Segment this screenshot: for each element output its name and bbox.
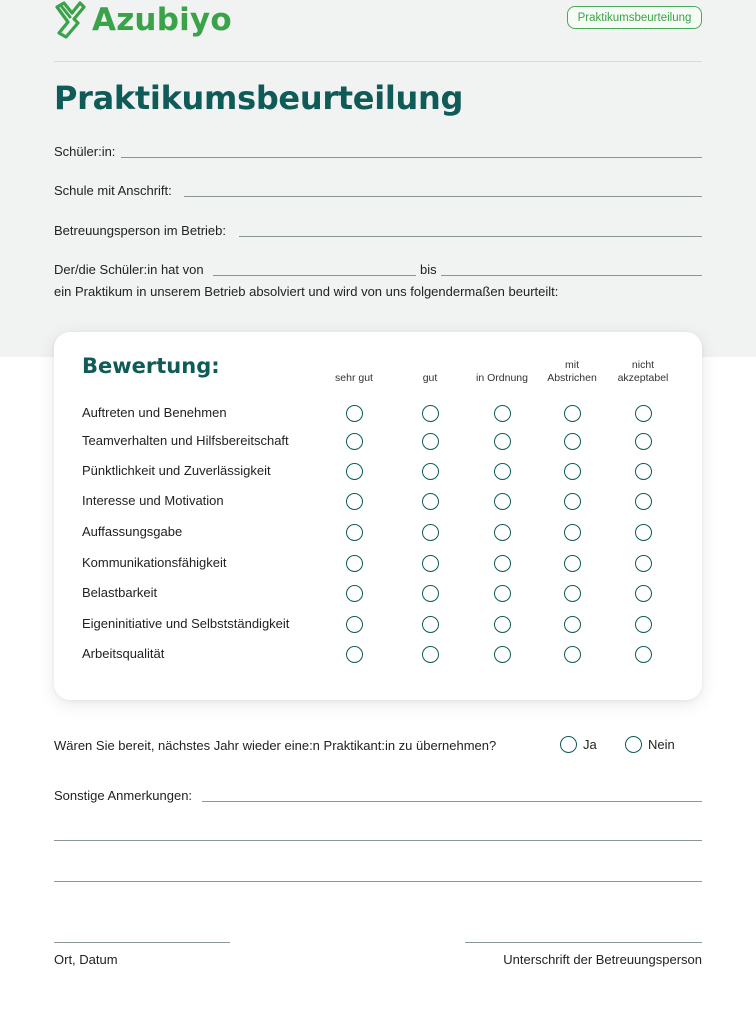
rating-radio[interactable] [635,493,652,510]
criterion-label: Kommunikationsfähigkeit [82,555,227,570]
remarks-line-3[interactable] [54,881,702,882]
rating-radio[interactable] [494,493,511,510]
supervisor-label: Betreuungsperson im Betrieb: [54,223,226,238]
yes-label: Ja [583,737,597,752]
rating-radio[interactable] [564,433,581,450]
rating-radio[interactable] [422,646,439,663]
rating-radio[interactable] [422,555,439,572]
option-yes[interactable] [560,736,597,753]
column-header-line-1 [390,359,470,372]
rating-column-header [462,359,542,385]
rating-radio[interactable] [564,555,581,572]
column-header-line-2: sehr gut [335,372,373,384]
period-sentence: ein Praktikum in unserem Betrieb absolviert und wird von uns folgendermaßen beurteilt: [54,284,559,299]
rating-radio[interactable] [635,433,652,450]
column-header-line-1 [314,359,394,372]
criterion-label: Arbeitsqualität [82,646,165,661]
rating-radio[interactable] [494,524,511,541]
no-label: Nein [648,737,675,752]
remarks-line-1[interactable] [202,801,702,802]
rating-radio[interactable] [564,646,581,663]
no-radio[interactable] [625,736,642,753]
criterion-label: Auftreten und Benehmen [82,405,227,420]
rating-radio[interactable] [494,585,511,602]
criterion-label: Pünktlichkeit und Zuverlässigkeit [82,463,271,478]
rating-radio[interactable] [346,555,363,572]
rating-title: Bewertung: [82,354,220,378]
header-background [0,0,756,357]
brand-logo [54,0,232,40]
period-from-field[interactable] [213,275,416,276]
criterion-label: Eigeninitiative und Selbstständigkeit [82,616,290,631]
period-from-label: Der/die Schüler:in hat von [54,262,204,277]
remarks-line-2[interactable] [54,840,702,841]
rating-radio[interactable] [494,433,511,450]
column-header-line-2: akzeptabel [617,372,669,384]
supervisor-field[interactable] [239,236,702,237]
column-header-line-1: mit [565,359,579,371]
document-tag: Praktikumsbeurteilung [567,6,702,29]
page-title: Praktikumsbeurteilung [54,79,464,117]
school-label: Schule mit Anschrift: [54,183,172,198]
rating-radio[interactable] [564,585,581,602]
rating-column-header [390,359,470,385]
rating-card [54,332,702,700]
rating-radio[interactable] [564,524,581,541]
rating-radio[interactable] [422,524,439,541]
rating-radio[interactable] [635,585,652,602]
rating-radio[interactable] [422,433,439,450]
rating-radio[interactable] [346,524,363,541]
rating-radio[interactable] [564,493,581,510]
column-header-line-2: gut [422,372,438,384]
school-field[interactable] [184,196,702,197]
rating-radio[interactable] [635,524,652,541]
azubiyo-logo-icon [54,1,86,39]
period-to-label: bis [420,262,437,277]
place-date-line[interactable] [54,942,230,943]
rating-radio[interactable] [346,616,363,633]
rating-radio[interactable] [346,493,363,510]
rating-radio[interactable] [422,616,439,633]
rating-radio[interactable] [564,463,581,480]
rating-column-header [314,359,394,385]
rating-radio[interactable] [422,405,439,422]
rating-radio[interactable] [346,646,363,663]
rating-radio[interactable] [346,463,363,480]
signature-label: Unterschrift der Betreuungsperson [503,952,702,967]
criterion-label: Auffassungsgabe [82,524,183,539]
place-date-label: Ort, Datum [54,952,118,967]
rating-radio[interactable] [346,405,363,422]
column-header-line-2: Abstrichen [547,372,597,384]
criterion-label: Teamverhalten und Hilfsbereitschaft [82,433,289,448]
rating-column-header [532,359,612,385]
rating-column-header [603,359,683,385]
rating-radio[interactable] [494,646,511,663]
column-header-line-1 [462,359,542,372]
rating-radio[interactable] [635,463,652,480]
column-header-line-2: in Ordnung [476,372,528,384]
criterion-label: Interesse und Motivation [82,493,224,508]
rating-radio[interactable] [635,405,652,422]
rating-radio[interactable] [564,405,581,422]
rating-radio[interactable] [494,616,511,633]
yes-radio[interactable] [560,736,577,753]
rating-radio[interactable] [422,493,439,510]
rehire-question: Wären Sie bereit, nächstes Jahr wieder eine:n Praktikant:in zu übernehmen? [54,738,497,753]
rating-radio[interactable] [494,555,511,572]
criterion-label: Belastbarkeit [82,585,158,600]
rating-radio[interactable] [635,646,652,663]
rating-radio[interactable] [494,405,511,422]
period-to-field[interactable] [441,275,702,276]
rating-radio[interactable] [346,433,363,450]
rating-radio[interactable] [346,585,363,602]
remarks-label: Sonstige Anmerkungen: [54,788,193,803]
brand-name: Azubiyo [92,2,232,38]
rating-radio[interactable] [635,616,652,633]
rating-radio[interactable] [422,585,439,602]
option-no[interactable] [625,736,675,753]
header-divider [54,61,702,62]
student-field[interactable] [121,157,702,158]
rating-radio[interactable] [422,463,439,480]
rating-radio[interactable] [564,616,581,633]
rating-radio[interactable] [494,463,511,480]
signature-line[interactable] [465,942,702,943]
column-header-line-1: nicht [631,359,655,371]
student-label: Schüler:in: [54,144,116,159]
rating-radio[interactable] [635,555,652,572]
